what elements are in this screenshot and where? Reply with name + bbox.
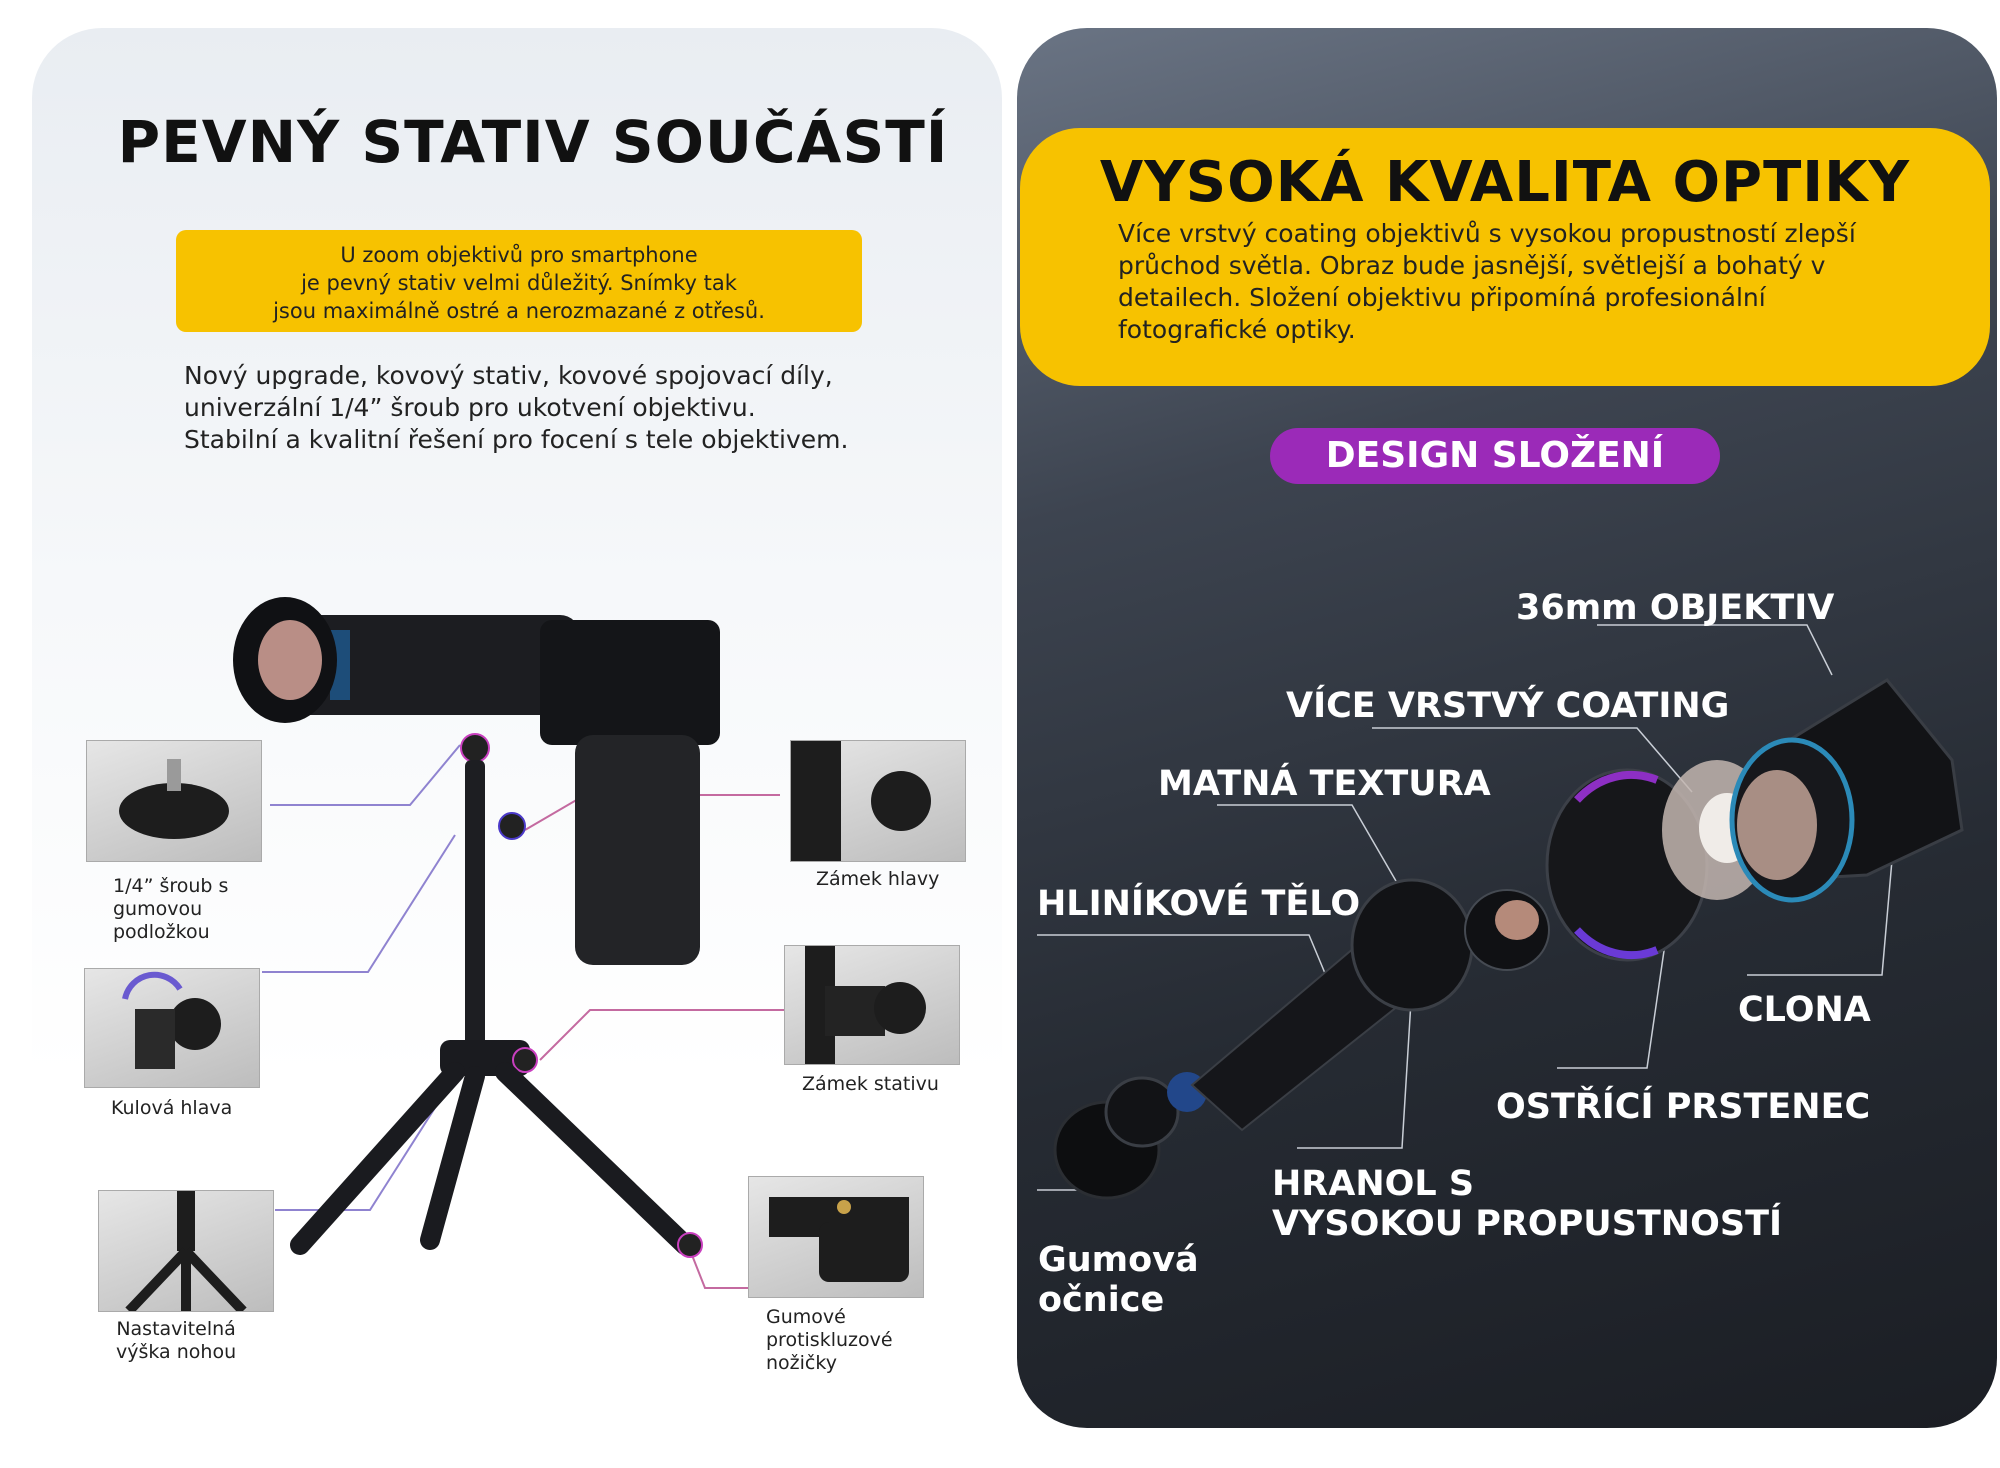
leader-line (1037, 935, 1332, 990)
callout-line (270, 745, 460, 805)
foot-highlight (678, 1233, 702, 1257)
description-line: Více vrstvý coating objektivů s vysokou propustností zlepší (1118, 219, 1856, 248)
description-line: průchod světla. Obraz bude jasnější, světlejší a bohatý v (1118, 251, 1826, 280)
prism-glass (1495, 900, 1539, 940)
callout-line (690, 1250, 748, 1288)
caption-head-lock: Zámek hlavy (816, 868, 940, 890)
thumb-leg-height (98, 1190, 274, 1312)
label-eyecup: Gumová očnice (1038, 1240, 1199, 1320)
caption-tripod-lock: Zámek stativu (802, 1073, 939, 1095)
ball-head (461, 734, 489, 762)
callout-line (262, 835, 455, 972)
description-line: Nový upgrade, kovový stativ, kovové spojovací díly, (184, 361, 833, 390)
caption-screw: 1/4” šroub s gumovou podložkou (113, 875, 229, 943)
thumb-ball-head (84, 968, 260, 1088)
left-title: PEVNÝ STATIV SOUČÁSTÍ (117, 108, 949, 176)
highlight-line: je pevný stativ velmi důležitý. Snímky tak (301, 271, 737, 295)
design-pill: DESIGN SLOŽENÍ (1270, 428, 1720, 484)
leader-line (1597, 625, 1832, 675)
description-line: detailech. Složení objektivu připomíná profesionální (1118, 283, 1766, 312)
description-line: fotografické optiky. (1118, 315, 1356, 344)
eyepiece (1106, 1078, 1178, 1146)
label-36mm-objective: 36mm OBJEKTIV (1516, 588, 1835, 628)
label-matte-texture: MATNÁ TEXTURA (1158, 764, 1491, 804)
phone-clamp (540, 620, 720, 745)
label-coating: VÍCE VRSTVÝ COATING (1286, 686, 1730, 726)
caption-ball-head: Kulová hlava (111, 1097, 233, 1119)
objective-glass (1737, 770, 1817, 880)
label-focus-ring: OSTŘÍCÍ PRSTENEC (1496, 1087, 1871, 1127)
head-lock-knob (499, 813, 525, 839)
caption-leg-height: Nastavitelná výška nohou (116, 1318, 237, 1363)
smartphone (575, 735, 700, 965)
label-aperture: CLONA (1738, 990, 1871, 1030)
label-prism: HRANOL S VYSOKOU PROPUSTNOSTÍ (1272, 1164, 1782, 1244)
center-column (465, 760, 485, 1070)
description-line: univerzální 1/4” šroub pro ukotvení objektivu. (184, 393, 756, 422)
callout-line (540, 1010, 788, 1060)
highlight-line: jsou maximálně ostré a nerozmazané z otřesů. (273, 299, 765, 323)
thumb-screw (86, 740, 262, 862)
lens-glass (258, 620, 322, 700)
thumb-tripod-lock (784, 945, 960, 1065)
label-aluminum-body: HLINÍKOVÉ TĚLO (1037, 884, 1361, 924)
right-title: VYSOKÁ KVALITA OPTIKY (1099, 150, 1911, 215)
thumb-head-lock (790, 740, 966, 862)
highlight-line: U zoom objektivů pro smartphone (340, 243, 698, 267)
caption-feet: Gumové protiskluzové nožičky (766, 1306, 893, 1374)
body-front-ring (1352, 880, 1472, 1010)
description-line: Stabilní a kvalitní řešení pro focení s tele objektivem. (184, 425, 849, 454)
thumb-feet (748, 1176, 924, 1298)
tripod-leg (505, 1072, 685, 1245)
tripod-lock-knob (513, 1048, 537, 1072)
